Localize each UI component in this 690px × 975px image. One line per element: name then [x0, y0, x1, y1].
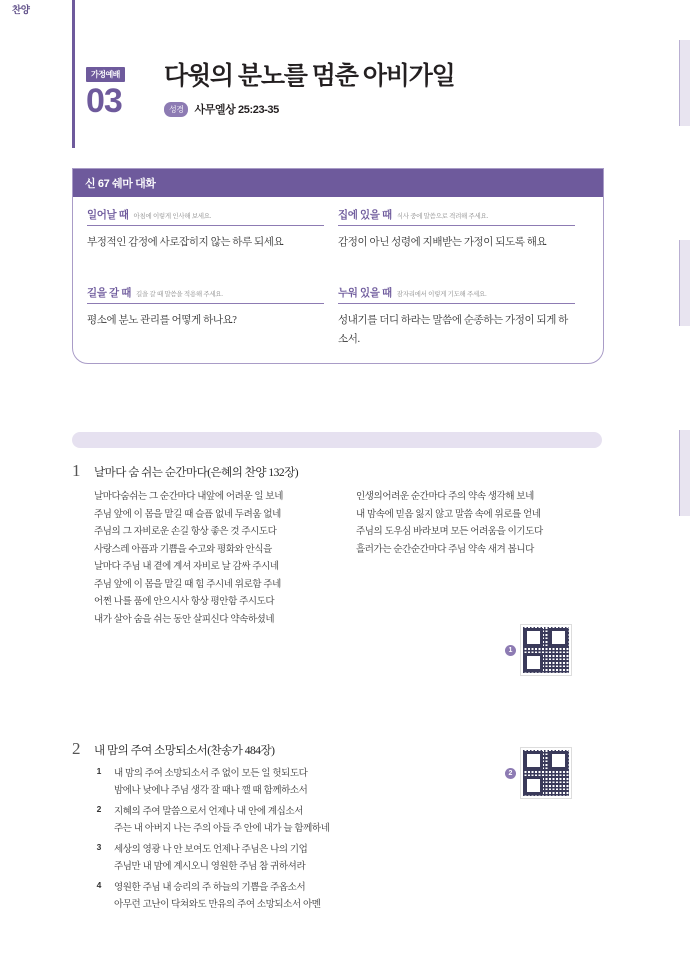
shema-answer-field[interactable]: 부정적인 감정에 사로잡히지 않는 하루 되세요 [87, 237, 284, 248]
shema-label: 누워 있을 때 [338, 287, 392, 299]
verse-item [94, 841, 602, 875]
shema-label-row [87, 285, 324, 304]
qr-badge: 1 [505, 645, 516, 656]
song-block-1 [72, 462, 602, 628]
lyric-line: 세상의 영광 나 안 보여도 언제나 주님은 나의 기업 [114, 844, 308, 855]
shema-label-row [338, 207, 575, 226]
scripture-row [164, 101, 455, 117]
shema-hint: 잠자리에서 이렇게 기도해 주세요. [396, 291, 487, 298]
shema-label: 길을 갈 때 [87, 287, 132, 299]
header-left-rule [72, 0, 75, 148]
lyric-line: 날마다 주님 내 곁에 계셔 자비로 날 감싸 주시네 [94, 561, 279, 572]
lyric-line: 주님 앞에 이 몸을 맡길 때 슬픔 없네 두려움 없네 [94, 508, 281, 520]
shema-cell-at-home [338, 207, 575, 271]
lyric-line: 날마다숨쉬는 그 순간마다 내앞에 어려운 일 보네 [94, 491, 283, 502]
page-title: 다윗의 분노를 멈춘 아비가일 [164, 63, 455, 90]
lesson-badge [86, 64, 148, 118]
shema-label-row [338, 285, 575, 304]
lyric-line: 주님 앞에 이 몸을 맡길 때 힘 주시네 위로함 주네 [94, 578, 281, 590]
song-number: 1 [72, 461, 81, 480]
lyric-line: 내 맘의 주여 소망되소서 주 없이 모든 일 헛되도다 [114, 768, 308, 779]
verse-number: 1 [96, 766, 102, 776]
title-block [164, 62, 455, 117]
shema-answer-field[interactable]: 평소에 분노 관리를 어떻게 하나요? [87, 315, 237, 326]
verse-lines [114, 841, 307, 875]
verse-item [94, 803, 602, 837]
praise-section-label: 찬양 [12, 5, 30, 16]
verse-lines [114, 803, 330, 837]
qr-code-icon[interactable] [521, 748, 571, 798]
lyric-line: 지혜의 주여 말씀으로서 언제나 내 안에 계십소서 [114, 806, 303, 817]
scripture-tag: 성경 [164, 102, 188, 117]
shema-cell-lying-down [338, 285, 575, 349]
shema-hint: 식사 중에 말씀으로 격려해 주세요. [396, 213, 488, 220]
lyric-line: 내 맘속에 믿음 잃지 않고 말씀 속에 위로를 얻네 [356, 508, 541, 520]
shema-heading: 신 67 쉐마 대화 [73, 169, 603, 197]
song-title-row [72, 462, 602, 480]
verse-number: 3 [96, 842, 102, 852]
lyric-line: 주님의 그 자비로운 손길 항상 좋은 것 주시도다 [94, 526, 277, 537]
shema-hint: 아침에 이렇게 인사해 보세요. [133, 213, 212, 220]
lyric-line: 주는 내 아버지 나는 주의 아들 주 안에 내가 늘 함께하네 [114, 823, 330, 834]
lesson-number: 03 [86, 82, 122, 120]
page-edge-mark [679, 240, 690, 326]
lyric-line: 주님의 도우심 바라보며 모든 어려움을 이기도다 [356, 526, 543, 537]
verse-item [94, 879, 602, 913]
verse-number: 2 [96, 804, 102, 814]
verse-lines [114, 879, 321, 913]
qr-badge: 2 [505, 768, 516, 779]
lyrics-columns [94, 488, 602, 628]
lyric-line: 아무런 고난이 닥쳐와도 만유의 주여 소망되소서 아멘 [114, 899, 321, 910]
qr-code-icon[interactable] [521, 625, 571, 675]
shema-cell-on-the-way [87, 285, 324, 349]
shema-hint: 길을 갈 때 말씀을 적용해 주세요. [136, 291, 223, 298]
shema-label: 일어날 때 [87, 209, 129, 221]
lyric-line: 어쩐 나를 품에 안으시사 항상 평안함 주시도다 [94, 596, 275, 607]
song-title: 날마다 숨 쉬는 순간마다(은혜의 찬양 132장) [94, 467, 299, 479]
shema-answer-field[interactable]: 성내기를 더디 하라는 말씀에 순종하는 가정이 되게 하소서. [338, 315, 568, 345]
shema-answer-field[interactable]: 감정이 아닌 성령에 지배받는 가정이 되도록 해요 [338, 237, 547, 248]
lesson-category-tag: 가정예배 [86, 67, 125, 82]
shema-dialogue-box [72, 168, 604, 364]
scripture-reference: 사무엘상 25:23-35 [194, 104, 279, 116]
lyric-line: 밤에나 낮에나 주님 생각 잘 때나 깰 때 함께하소서 [114, 785, 308, 796]
qr-code-link-1[interactable] [505, 625, 571, 675]
shema-column-left [87, 207, 338, 349]
shema-column-right [338, 207, 589, 349]
lyric-line: 영원한 주님 내 승리의 주 하늘의 기쁨을 주옵소서 [114, 882, 306, 893]
praise-section-bar [72, 432, 602, 448]
shema-grid [73, 197, 603, 363]
song-number: 2 [72, 739, 81, 758]
lyric-line: 내가 살아 숨을 쉬는 동안 살피신다 약속하셨네 [94, 613, 275, 625]
shema-label-row [87, 207, 324, 226]
lyric-line: 인생의어려운 순간마다 주의 약속 생각해 보네 [356, 491, 534, 502]
song-title: 내 맘의 주여 소망되소서(찬송가 484장) [94, 745, 275, 757]
page-edge-mark [679, 430, 690, 516]
lyrics-column-left [94, 488, 340, 628]
lyric-line: 주님만 내 맘에 계시오니 영원한 주님 참 귀하셔라 [114, 861, 306, 872]
qr-code-link-2[interactable] [505, 748, 571, 798]
lyric-line: 흘러가는 순간순간마다 주님 약속 새겨 봅니다 [356, 543, 534, 555]
verse-lines [114, 765, 307, 799]
lyric-line: 사랑스레 아픔과 기쁨을 수고와 평화와 안식을 [94, 543, 272, 555]
verse-number: 4 [96, 880, 102, 890]
shema-label: 집에 있을 때 [338, 209, 392, 221]
shema-cell-morning [87, 207, 324, 271]
lyrics-column-right [356, 488, 602, 628]
page-edge-mark [679, 40, 690, 126]
